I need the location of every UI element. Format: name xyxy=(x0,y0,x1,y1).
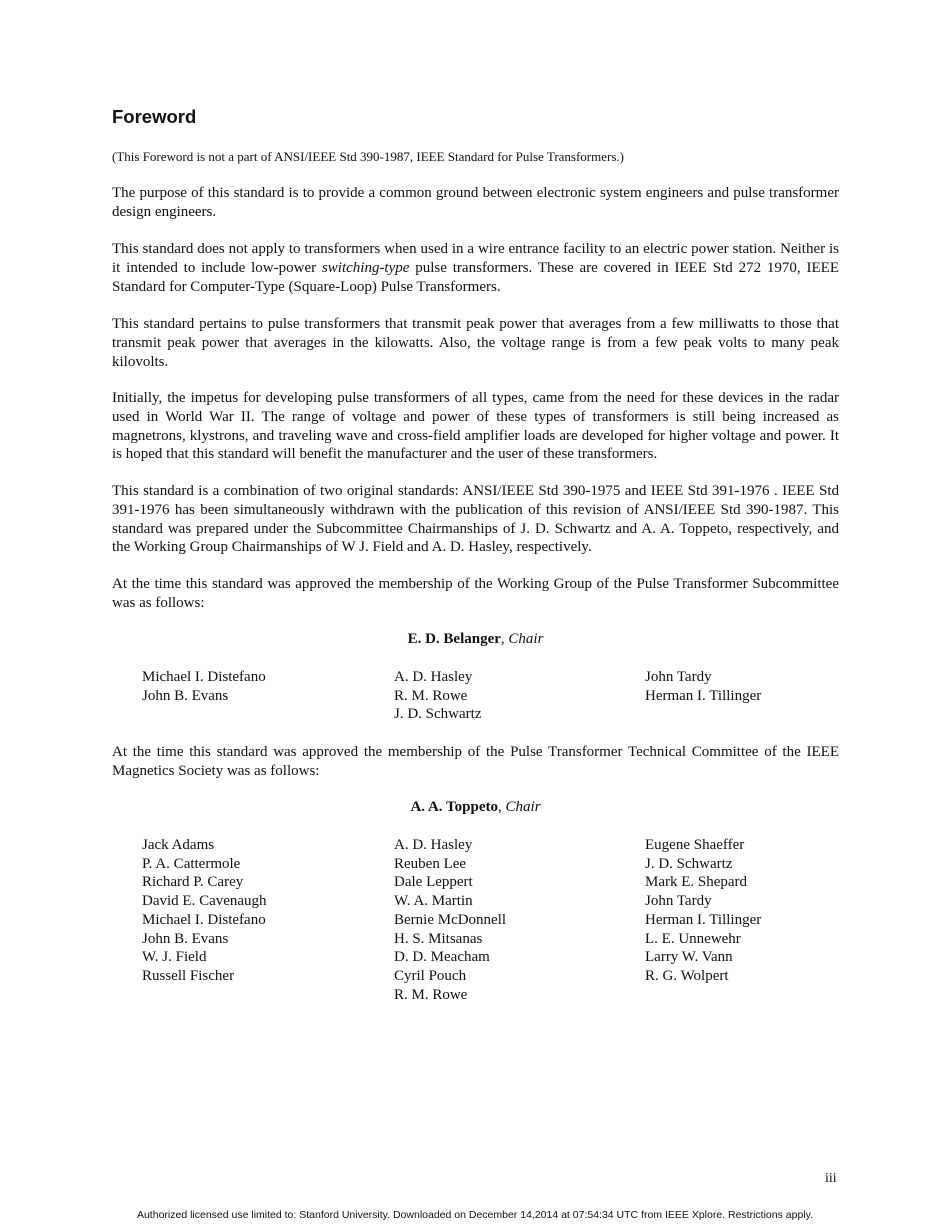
scope-emphasis: switching-type xyxy=(321,259,410,276)
working-group-column-1 xyxy=(142,668,266,705)
member-name: Russell Fischer xyxy=(142,967,235,984)
paragraph-working-group-intro: At the time this standard was approved the membership of the Working Group of the Pulse Transformer Subcommittee was as follows: xyxy=(112,576,839,611)
member-name: David E. Cavenaugh xyxy=(142,893,267,910)
committee-chair-title: Chair xyxy=(505,799,541,815)
member-name: W. J. Field xyxy=(142,949,207,966)
member-name: J. D. Schwartz xyxy=(645,855,733,872)
member-name: John Tardy xyxy=(645,893,712,910)
member-name: Michael I. Distefano xyxy=(142,669,266,685)
member-name: Bernie McDonnell xyxy=(394,911,507,928)
member-name: W. A. Martin xyxy=(394,893,473,910)
scope-text-a: This standard does not apply to transformers when used in a wire entrance facility to an electric power station. Neither is it intended to include low-power xyxy=(112,241,839,276)
scope-text-b: pulse transformers. These are covered in IEEE Std 272 1970, IEEE Standard for Computer-Type (Square-Loop) Pulse Transformers. xyxy=(112,259,839,295)
license-footer: Authorized licensed use limited to: Stanford University. Downloaded on December 14,2014 at 07:54:34 UTC from IEEE Xplore. Restrictions apply. xyxy=(136,1209,814,1221)
member-name: John B. Evans xyxy=(142,687,229,704)
member-name: A. D. Hasley xyxy=(394,837,473,853)
committee-column-3 xyxy=(645,836,761,986)
member-name: H. S. Mitsanas xyxy=(394,930,483,947)
member-name: John B. Evans xyxy=(142,930,229,947)
member-name: Herman I. Tillinger xyxy=(645,911,762,928)
member-name: Cyril Pouch xyxy=(394,967,467,984)
member-name: J. D. Schwartz xyxy=(394,706,482,723)
member-name: R. G. Wolpert xyxy=(645,967,729,984)
member-name: R. M. Rowe xyxy=(394,986,468,1003)
working-group-chair-sep: , xyxy=(500,631,509,647)
paragraph-purpose: The purpose of this standard is to provide a common ground between electronic system engineers and pulse transformer design engineers. xyxy=(112,185,839,220)
page-title: Foreword xyxy=(112,106,197,127)
member-name: Reuben Lee xyxy=(394,855,467,872)
member-name: P. A. Cattermole xyxy=(142,855,241,872)
working-group-chair xyxy=(112,631,839,648)
member-name: John Tardy xyxy=(645,669,712,685)
member-name: Mark E. Shepard xyxy=(645,874,748,891)
member-name: Larry W. Vann xyxy=(645,949,733,966)
paragraph-combination: This standard is a combination of two original standards: ANSI/IEEE Std 390-1975 and IEEE Std 391-1976 . IEEE Std 391-1976 has been simultaneously withdrawn with the publication of this revision of ANSI/IEEE Std 390-1987. This standard was prepared under the Subcommittee Chairmanships of J. D. Schwartz and A. A. Toppeto, respectively, and the Working Group Chairmanships of W J. Field and A. D. Hasley, respectively. xyxy=(112,483,839,556)
working-group-column-3 xyxy=(645,668,761,705)
paragraph-committee-intro: At the time this standard was approved the membership of the Pulse Transformer Technical Committee of the IEEE Magnetics Society was as follows: xyxy=(112,744,839,779)
committee-chair xyxy=(112,799,839,816)
committee-column-2 xyxy=(394,836,506,1004)
member-name: D. D. Meacham xyxy=(394,949,490,966)
member-name: Herman I. Tillinger xyxy=(645,687,762,704)
paragraph-history: Initially, the impetus for developing pulse transformers of all types, came from the need for these devices in the radar used in World War II. The range of voltage and power of these types of transformers is still being increased as magnetrons, klystrons, and traveling wave and cross-field amplifier loads are developed for higher voltage and power. It is hoped that this standard will benefit the manufacturer and the user of these transformers. xyxy=(112,390,839,463)
committee-column-1 xyxy=(142,836,267,986)
working-group-chair-title: Chair xyxy=(508,631,544,647)
working-group-chair-name: E. D. Belanger xyxy=(407,631,501,647)
foreword-note: (This Foreword is not a part of ANSI/IEEE Std 390-1987, IEEE Standard for Pulse Transformers.) xyxy=(112,149,624,164)
member-name: Richard P. Carey xyxy=(142,874,244,891)
committee-chair-sep: , xyxy=(498,799,506,815)
member-name: Eugene Shaeffer xyxy=(645,837,745,853)
member-name: Dale Leppert xyxy=(394,874,473,891)
member-name: R. M. Rowe xyxy=(394,687,468,704)
working-group-column-2 xyxy=(394,668,481,724)
member-name: Jack Adams xyxy=(142,837,215,853)
paragraph-scope xyxy=(112,240,839,296)
paragraph-power-range: This standard pertains to pulse transformers that transmit peak power that averages from a few milliwatts to those that transmit peak power that averages in the kilowatts. Also, the voltage range is from a few peak volts to many peak kilovolts. xyxy=(112,316,839,370)
committee-chair-name: A. A. Toppeto xyxy=(410,799,499,815)
member-name: L. E. Unnewehr xyxy=(645,930,741,947)
member-name: Michael I. Distefano xyxy=(142,911,266,928)
page-number: iii xyxy=(825,1171,837,1186)
member-name: A. D. Hasley xyxy=(394,669,473,685)
